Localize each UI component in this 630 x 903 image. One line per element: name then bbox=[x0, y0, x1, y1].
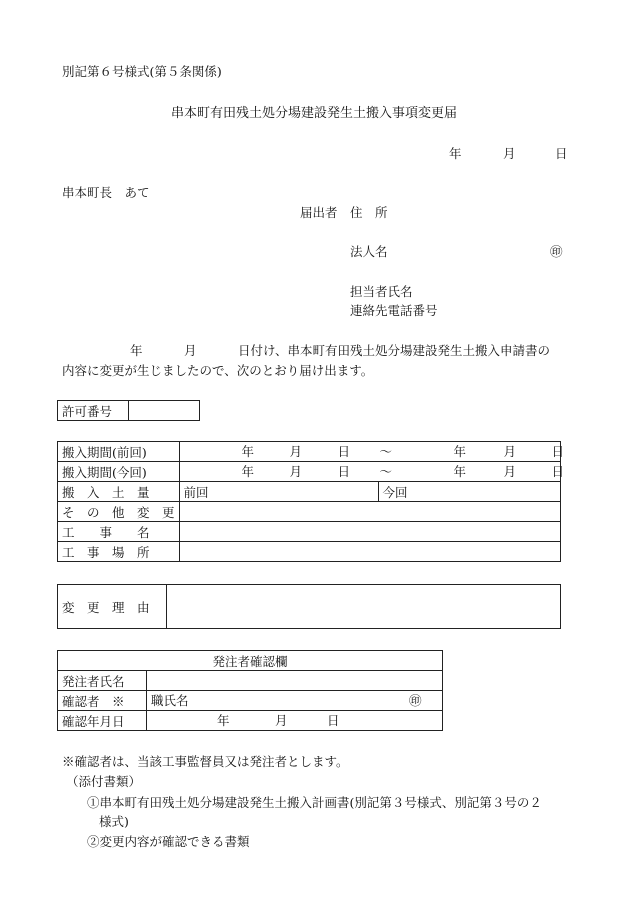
client-name-label: 発注者氏名 bbox=[58, 671, 147, 691]
permit-number-table bbox=[57, 400, 200, 421]
confirmer-field[interactable] bbox=[147, 691, 443, 711]
period-curr-end-day: 日 bbox=[551, 464, 565, 479]
body-line2: 内容に変更が生じましたので、次のとおり届け出ます。 bbox=[62, 363, 374, 378]
period-curr-tilde: ～ bbox=[379, 464, 393, 479]
body-line1-rest: 日付け、串本町有田残土処分場建設発生土搬入申請書の bbox=[238, 343, 551, 358]
client-confirmation-table bbox=[57, 650, 443, 731]
soil-volume-curr[interactable] bbox=[378, 482, 560, 502]
project-site-label: 工 事 場 所 bbox=[58, 542, 180, 562]
reason-label: 変 更 理 由 bbox=[58, 585, 167, 629]
period-curr-end-month: 月 bbox=[503, 464, 517, 479]
address-label: 住 所 bbox=[350, 205, 388, 220]
reason-field[interactable] bbox=[167, 585, 561, 629]
period-prev-end-month: 月 bbox=[503, 444, 517, 459]
attachment-item-1-cont: 様式) bbox=[99, 814, 129, 829]
period-prev-year: 年 bbox=[241, 444, 255, 459]
client-name-field[interactable] bbox=[147, 671, 443, 691]
form-title: 串本町有田残土処分場建設発生土搬入事項変更届 bbox=[171, 106, 458, 121]
period-curr-year: 年 bbox=[241, 464, 255, 479]
title-name-label: 職氏名 bbox=[151, 693, 189, 708]
form-label: 別記第６号様式(第５条関係) bbox=[62, 64, 222, 79]
period-curr-label: 搬入期間(今回) bbox=[58, 462, 180, 482]
change-table bbox=[57, 441, 565, 562]
seal-icon: ㊞ bbox=[550, 244, 563, 259]
period-prev-end-year: 年 bbox=[453, 444, 467, 459]
period-prev-month: 月 bbox=[289, 444, 303, 459]
period-curr-field[interactable] bbox=[179, 462, 565, 482]
other-changes-field[interactable] bbox=[179, 502, 560, 522]
body-year: 年 bbox=[130, 343, 143, 358]
period-curr-end-year: 年 bbox=[453, 464, 467, 479]
soil-prev-label: 前回 bbox=[183, 484, 209, 500]
period-curr-month: 月 bbox=[289, 464, 303, 479]
body-month: 月 bbox=[184, 343, 197, 358]
period-prev-tilde: ～ bbox=[379, 444, 393, 459]
addressee: 串本町長 あて bbox=[62, 185, 150, 200]
permit-number-field[interactable] bbox=[129, 401, 200, 421]
attachments-header: （添付書類） bbox=[66, 774, 142, 789]
soil-volume-prev[interactable] bbox=[179, 482, 378, 502]
project-name-label: 工 事 名 bbox=[58, 522, 180, 542]
confirmer-label: 確認者 ※ bbox=[58, 691, 147, 711]
reason-table bbox=[57, 584, 561, 629]
period-prev-day: 日 bbox=[337, 444, 351, 459]
notifier-label: 届出者 bbox=[300, 205, 338, 220]
contact-person-label: 担当者氏名 bbox=[350, 284, 413, 299]
phone-label: 連絡先電話番号 bbox=[350, 303, 438, 318]
period-curr-day: 日 bbox=[337, 464, 351, 479]
period-prev-label: 搬入期間(前回) bbox=[58, 442, 180, 462]
period-prev-field[interactable] bbox=[179, 442, 565, 462]
attachment-item-1: ①串本町有田残土処分場建設発生土搬入計画書(別記第３号様式、別記第３号の２ bbox=[87, 795, 542, 810]
client-table-header: 発注者確認欄 bbox=[58, 651, 443, 671]
confirm-month: 月 bbox=[275, 713, 288, 728]
other-changes-label: そ の 他 変 更 bbox=[58, 502, 180, 522]
project-site-field[interactable] bbox=[179, 542, 560, 562]
permit-number-label: 許可番号 bbox=[58, 401, 129, 421]
corporation-label: 法人名 bbox=[350, 244, 388, 259]
confirm-year: 年 bbox=[217, 713, 230, 728]
date-day: 日 bbox=[555, 146, 568, 161]
date-month: 月 bbox=[503, 146, 516, 161]
soil-curr-label: 今回 bbox=[382, 484, 408, 500]
confirm-date-field[interactable] bbox=[147, 711, 443, 731]
period-prev-end-day: 日 bbox=[551, 444, 565, 459]
soil-volume-label: 搬 入 土 量 bbox=[58, 482, 180, 502]
attachment-item-2: ②変更内容が確認できる書類 bbox=[87, 834, 250, 849]
confirm-day: 日 bbox=[327, 713, 340, 728]
date-year: 年 bbox=[449, 146, 462, 161]
confirmer-seal-icon: ㊞ bbox=[409, 693, 422, 708]
confirm-date-label: 確認年月日 bbox=[58, 711, 147, 731]
confirmer-note: ※確認者は、当該工事監督員又は発注者とします。 bbox=[62, 754, 349, 769]
project-name-field[interactable] bbox=[179, 522, 560, 542]
